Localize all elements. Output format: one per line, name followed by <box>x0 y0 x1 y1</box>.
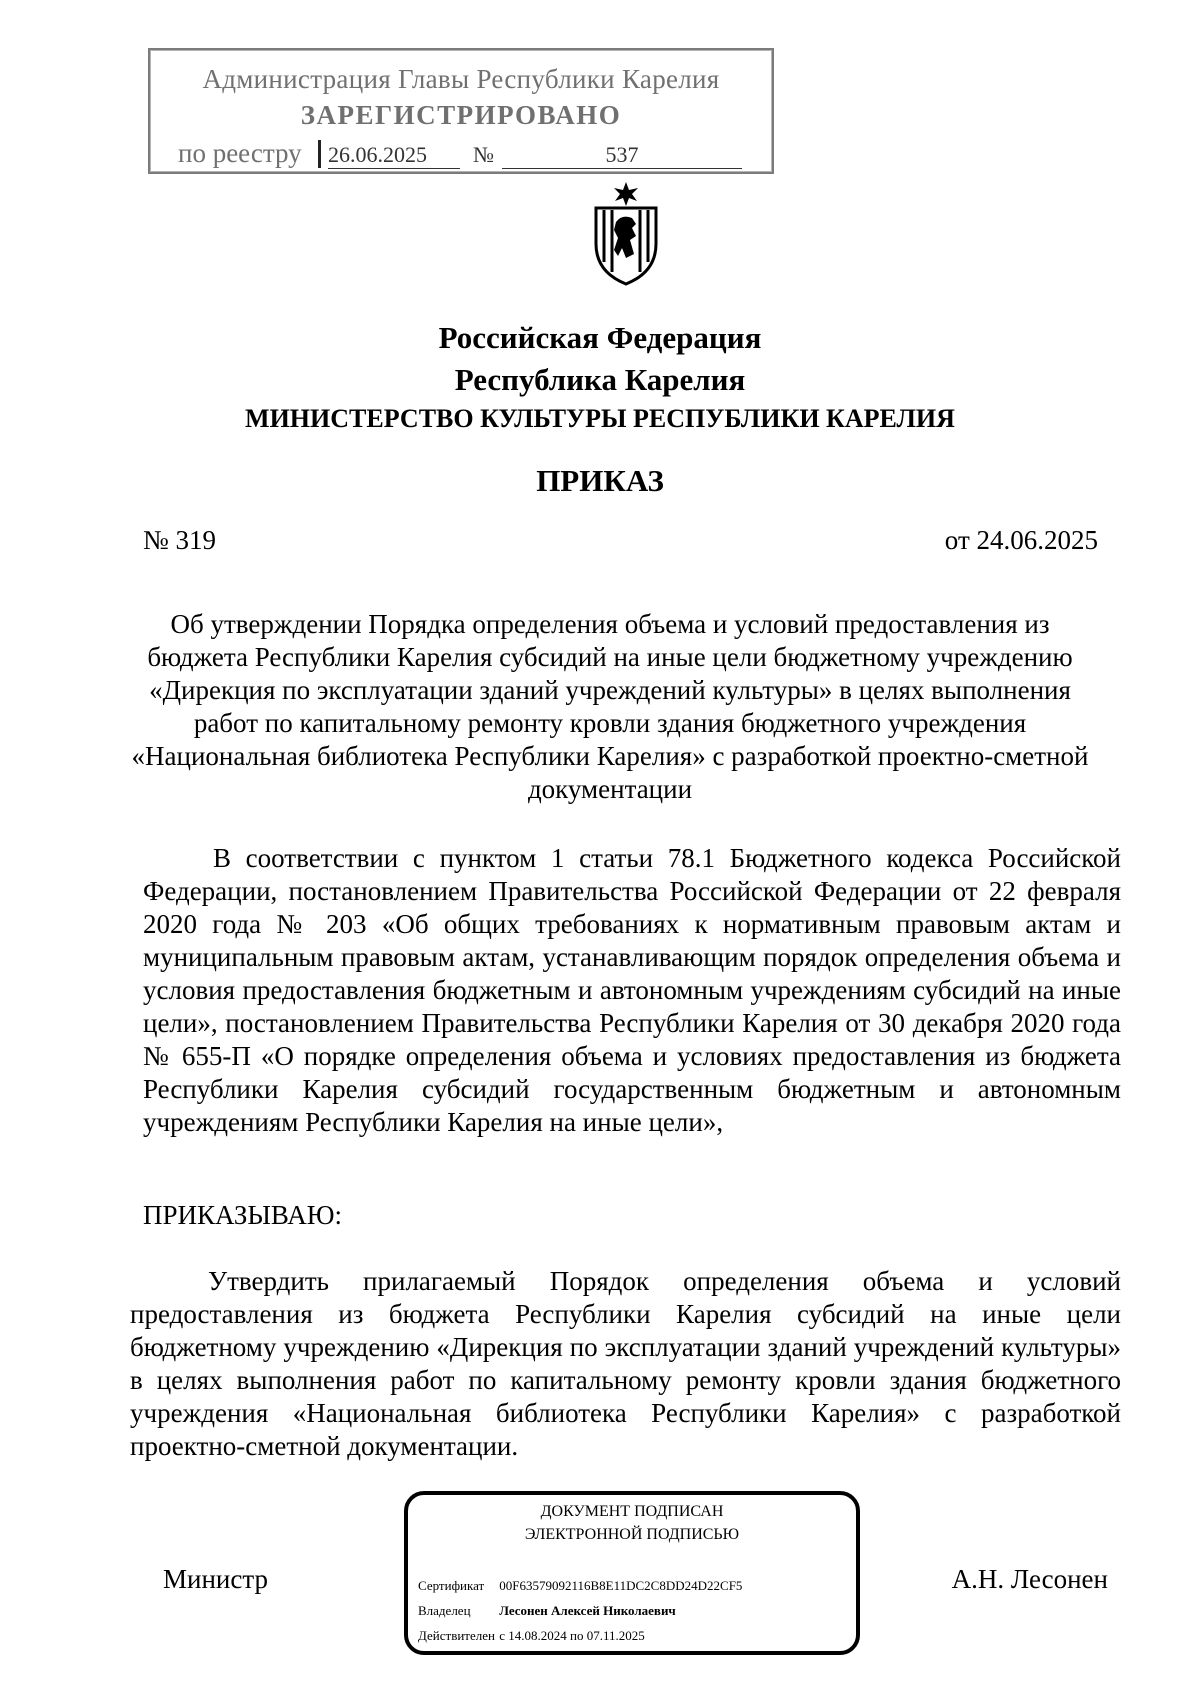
document-type: ПРИКАЗ <box>536 463 664 498</box>
esign-validity-row <box>418 1628 645 1644</box>
ministry-title: МИНИСТЕРСТВО КУЛЬТУРЫ РЕСПУБЛИКИ КАРЕЛИЯ <box>245 404 955 433</box>
esign-validity-value: с 14.08.2024 по 07.11.2025 <box>499 1628 645 1643</box>
registration-number: 537 <box>502 142 742 169</box>
esign-owner-label: Владелец <box>418 1603 471 1618</box>
esign-owner-row <box>418 1603 676 1619</box>
karelia-coat-of-arms-icon <box>588 180 664 288</box>
country-title: Российская Федерация <box>438 320 762 355</box>
registration-status: ЗАРЕГИСТРИРОВАНО <box>300 100 622 130</box>
esign-heading-line-2: ЭЛЕКТРОННОЙ ПОДПИСЬЮ <box>524 1526 740 1543</box>
republic-title: Республика Карелия <box>454 362 746 397</box>
esign-certificate-label: Сертификат <box>418 1578 485 1593</box>
esign-heading-line-1: ДОКУМЕНТ ПОДПИСАН <box>540 1503 724 1520</box>
registration-row <box>178 138 778 172</box>
registration-authority: Администрация Главы Республики Карелия <box>202 64 720 94</box>
registration-number-sign: № <box>473 142 494 167</box>
esign-certificate-row <box>418 1578 742 1594</box>
order-date: от 24.06.2025 <box>944 525 1098 555</box>
esign-certificate-value: 00F63579092116B8E11DC2C8DD24D22CF5 <box>499 1578 743 1593</box>
registration-date: 26.06.2025 <box>328 142 460 169</box>
registration-stamp <box>148 48 774 174</box>
signatory-title: Министр <box>163 1564 268 1594</box>
order-directive: ПРИКАЗЫВАЮ: <box>143 1200 342 1230</box>
esign-owner-value: Лесонен Алексей Николаевич <box>499 1603 676 1618</box>
registry-label: по реестру <box>178 138 302 168</box>
order-number: № 319 <box>143 525 217 555</box>
legal-basis-paragraph: В соответствии с пунктом 1 статьи 78.1 Бюджетного кодекса Российской Федерации, постановлением Правительства Российской Федерации от 22 февраля 2020 года № 203 «Об общих требованиях к нормативным правовым актам и муниципальным правовым актам, устанавливающим порядок определения объема и условия предоставления бюджетным и автономным учреждениям субсидий на иные цели», постановлением Правительства Республики Карелия от 30 декабря 2020 года № 655-П «О порядке определения объема и условиях предоставления из бюджета Республики Карелия субсидий государственным бюджетным и автономным учреждениям Республики Карелия на иные цели», <box>143 843 1121 1137</box>
decision-paragraph: Утвердить прилагаемый Порядок определения объема и условий предоставления из бюджета Республики Карелия субсидий на иные цели бюджетному учреждению «Дирекция по эксплуатации зданий учреждений культуры» в целях выполнения работ по капитальному ремонту кровли здания бюджетного учреждения «Национальная библиотека Республики Карелия» с разработкой проектно-сметной документации. <box>130 1266 1121 1461</box>
registry-divider <box>318 140 321 168</box>
signatory-name: А.Н. Лесонен <box>951 1564 1108 1594</box>
electronic-signature-stamp <box>404 1491 860 1655</box>
order-subject: Об утверждении Порядка определения объема и условий предоставления из бюджета Республики Карелия субсидий на иные цели бюджетному учреждению «Дирекция по эксплуатации зданий учреждений культуры» в целях выполнения работ по капитальному ремонту кровли здания бюджетного учреждения «Национальная библиотека Республики Карелия» с разработкой проектно-сметной документации <box>131 609 1089 804</box>
esign-validity-label: Действителен <box>418 1628 495 1643</box>
